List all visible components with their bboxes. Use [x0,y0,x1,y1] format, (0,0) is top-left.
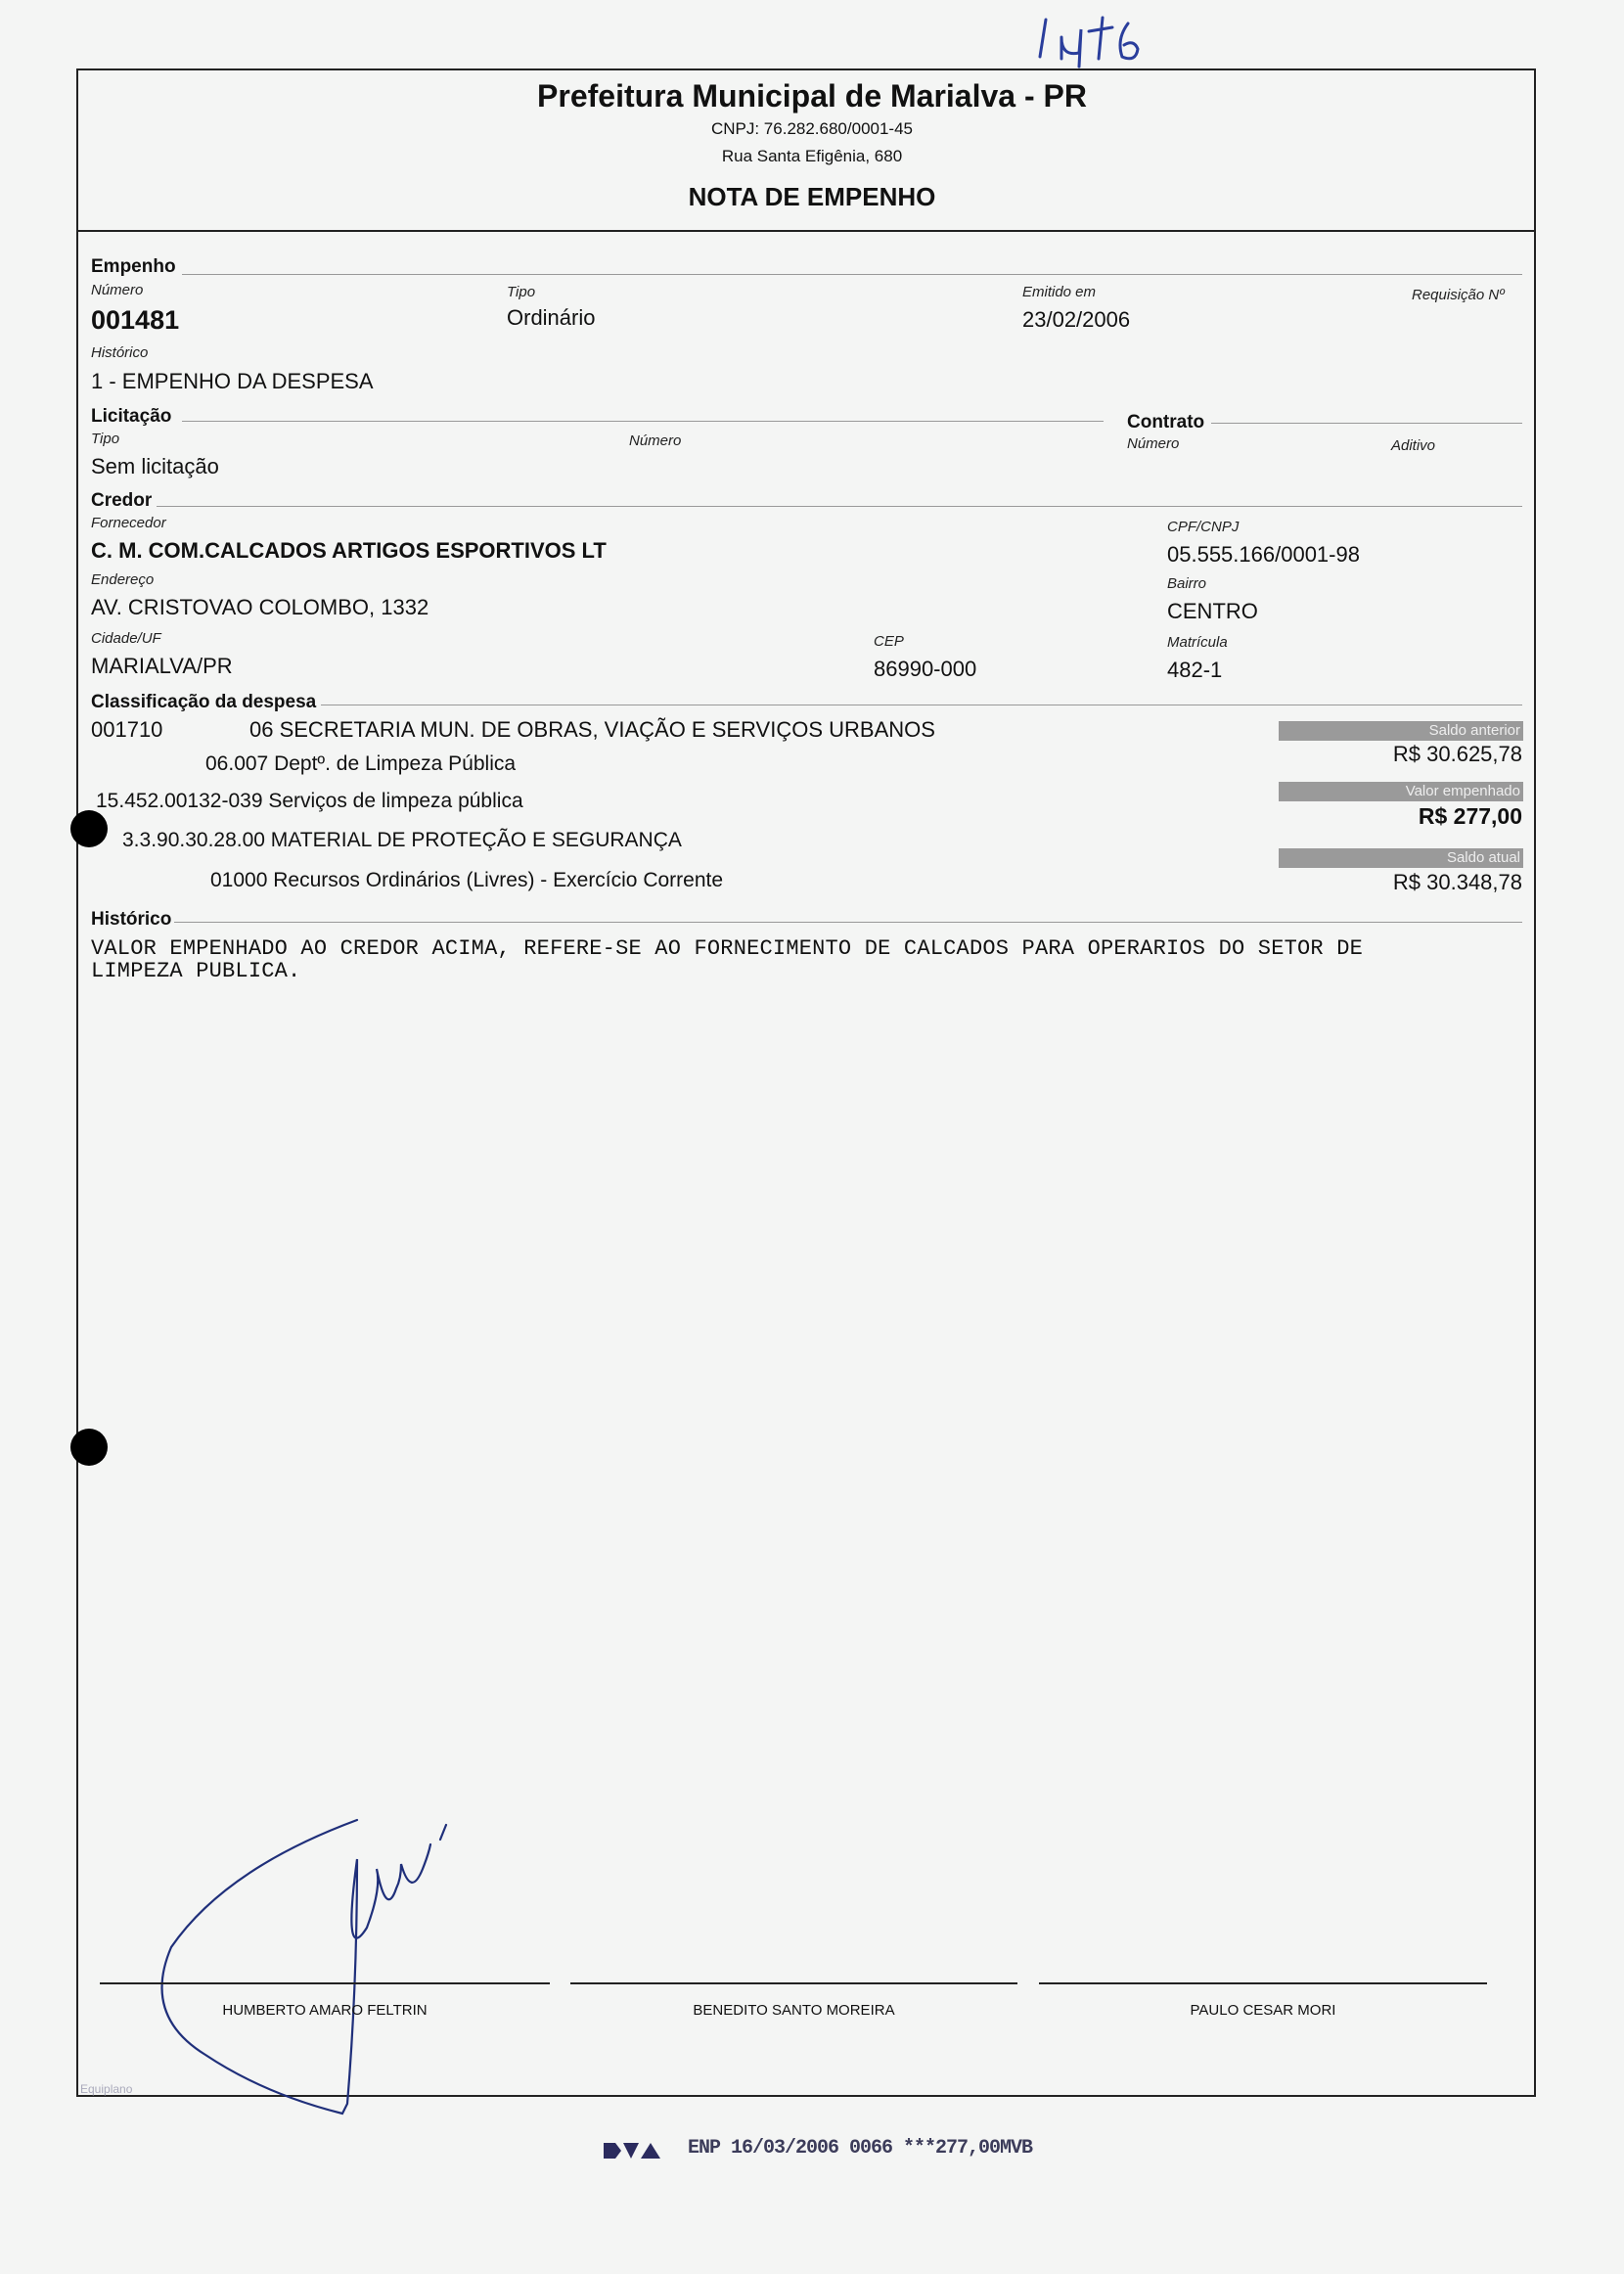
section-classificacao: Classificação da despesa [91,692,317,712]
saldo-anterior-label: Saldo anterior [1279,721,1523,741]
historico-line-1: VALOR EMPENHADO AO CREDOR ACIMA, REFERE-SE AO FORNECIMENTO DE CALCADOS PARA OPERARIOS DO SETOR DE [91,936,1364,961]
emission-date: 23/02/2006 [1022,307,1131,332]
signatory-2: BENEDITO SANTO MOREIRA [693,2002,895,2019]
empenho-number: 001481 [91,305,180,335]
label-historico-empenho: Histórico [91,344,149,361]
empenho-historico: 1 - EMPENHO DA DESPESA [91,369,374,393]
historico-line-2: LIMPEZA PUBLICA. [91,959,301,983]
label-requisicao: Requisição Nº [1412,287,1505,303]
fornecedor-name: C. M. COM.CALCADOS ARTIGOS ESPORTIVOS LT [91,538,607,563]
label-tipo: Tipo [507,284,536,300]
address-line: Rua Santa Efigênia, 680 [721,147,903,165]
label-numero: Número [91,282,144,298]
label-contrato-numero: Número [1127,435,1180,452]
label-cidade: Cidade/UF [91,630,161,647]
divider [182,421,1104,422]
section-empenho: Empenho [91,256,176,277]
handwritten-page-number [1032,10,1159,68]
bank-logo-icon [602,2139,662,2162]
signature-line [570,1982,1017,1984]
signatory-1: HUMBERTO AMARO FELTRIN [222,2002,428,2019]
orgao: 06 SECRETARIA MUN. DE OBRAS, VIAÇÃO E SERVIÇOS URBANOS [249,717,935,742]
label-licitacao-numero: Número [629,432,682,449]
label-aditivo: Aditivo [1391,437,1436,454]
section-historico: Histórico [91,909,172,930]
hole-punch [70,1429,108,1466]
signatory-3: PAULO CESAR MORI [1190,2002,1336,2019]
municipality-title: Prefeitura Municipal de Marialva - PR [537,78,1087,114]
cidade: MARIALVA/PR [91,654,233,678]
software-brand: Equiplano [80,2082,133,2096]
label-endereco: Endereço [91,571,155,588]
funcional: 15.452.00132-039 Serviços de limpeza pública [96,790,523,812]
divider [1211,423,1522,424]
elemento-despesa: 3.3.90.30.28.00 MATERIAL DE PROTEÇÃO E SEGURANÇA [122,829,682,851]
document-title: NOTA DE EMPENHO [688,182,936,211]
saldo-atual-label: Saldo atual [1279,848,1523,868]
label-licitacao-tipo: Tipo [91,431,120,447]
saldo-anterior-value: R$ 30.625,78 [1392,742,1522,766]
section-contrato: Contrato [1127,412,1205,432]
section-credor: Credor [91,490,153,511]
handwritten-signature [147,1810,479,2123]
authentication-stamp: ENP 16/03/2006 0066 ***277,00MVB [688,2137,1033,2160]
hole-punch [70,810,108,847]
valor-empenhado-label: Valor empenhado [1279,782,1523,801]
divider [174,922,1522,923]
cnpj-line: CNPJ: 76.282.680/0001-45 [710,119,914,138]
label-cep: CEP [874,633,904,650]
endereco: AV. CRISTOVAO COLOMBO, 1332 [91,595,429,619]
divider [157,506,1522,507]
bairro: CENTRO [1167,599,1258,623]
unidade: 06.007 Deptº. de Limpeza Pública [205,752,517,775]
label-cpf-cnpj: CPF/CNPJ [1167,519,1240,535]
label-fornecedor: Fornecedor [91,515,166,531]
section-licitacao: Licitação [91,406,172,427]
cep: 86990-000 [874,657,977,681]
valor-empenhado-value: R$ 277,00 [1418,803,1522,829]
empenho-tipo: Ordinário [507,305,596,330]
header-divider [76,230,1536,232]
divider [182,274,1522,275]
matricula: 482-1 [1167,658,1223,682]
label-emitido: Emitido em [1022,284,1097,300]
cpf-cnpj: 05.555.166/0001-98 [1167,542,1360,567]
signature-line [1039,1982,1487,1984]
signature-line [100,1982,550,1984]
recurso: 01000 Recursos Ordinários (Livres) - Exercício Corrente [210,869,724,891]
saldo-atual-value: R$ 30.348,78 [1392,870,1522,894]
label-matricula: Matrícula [1167,634,1228,651]
label-bairro: Bairro [1167,575,1207,592]
classificacao-code: 001710 [91,717,163,742]
licitacao-tipo: Sem licitação [91,454,219,478]
